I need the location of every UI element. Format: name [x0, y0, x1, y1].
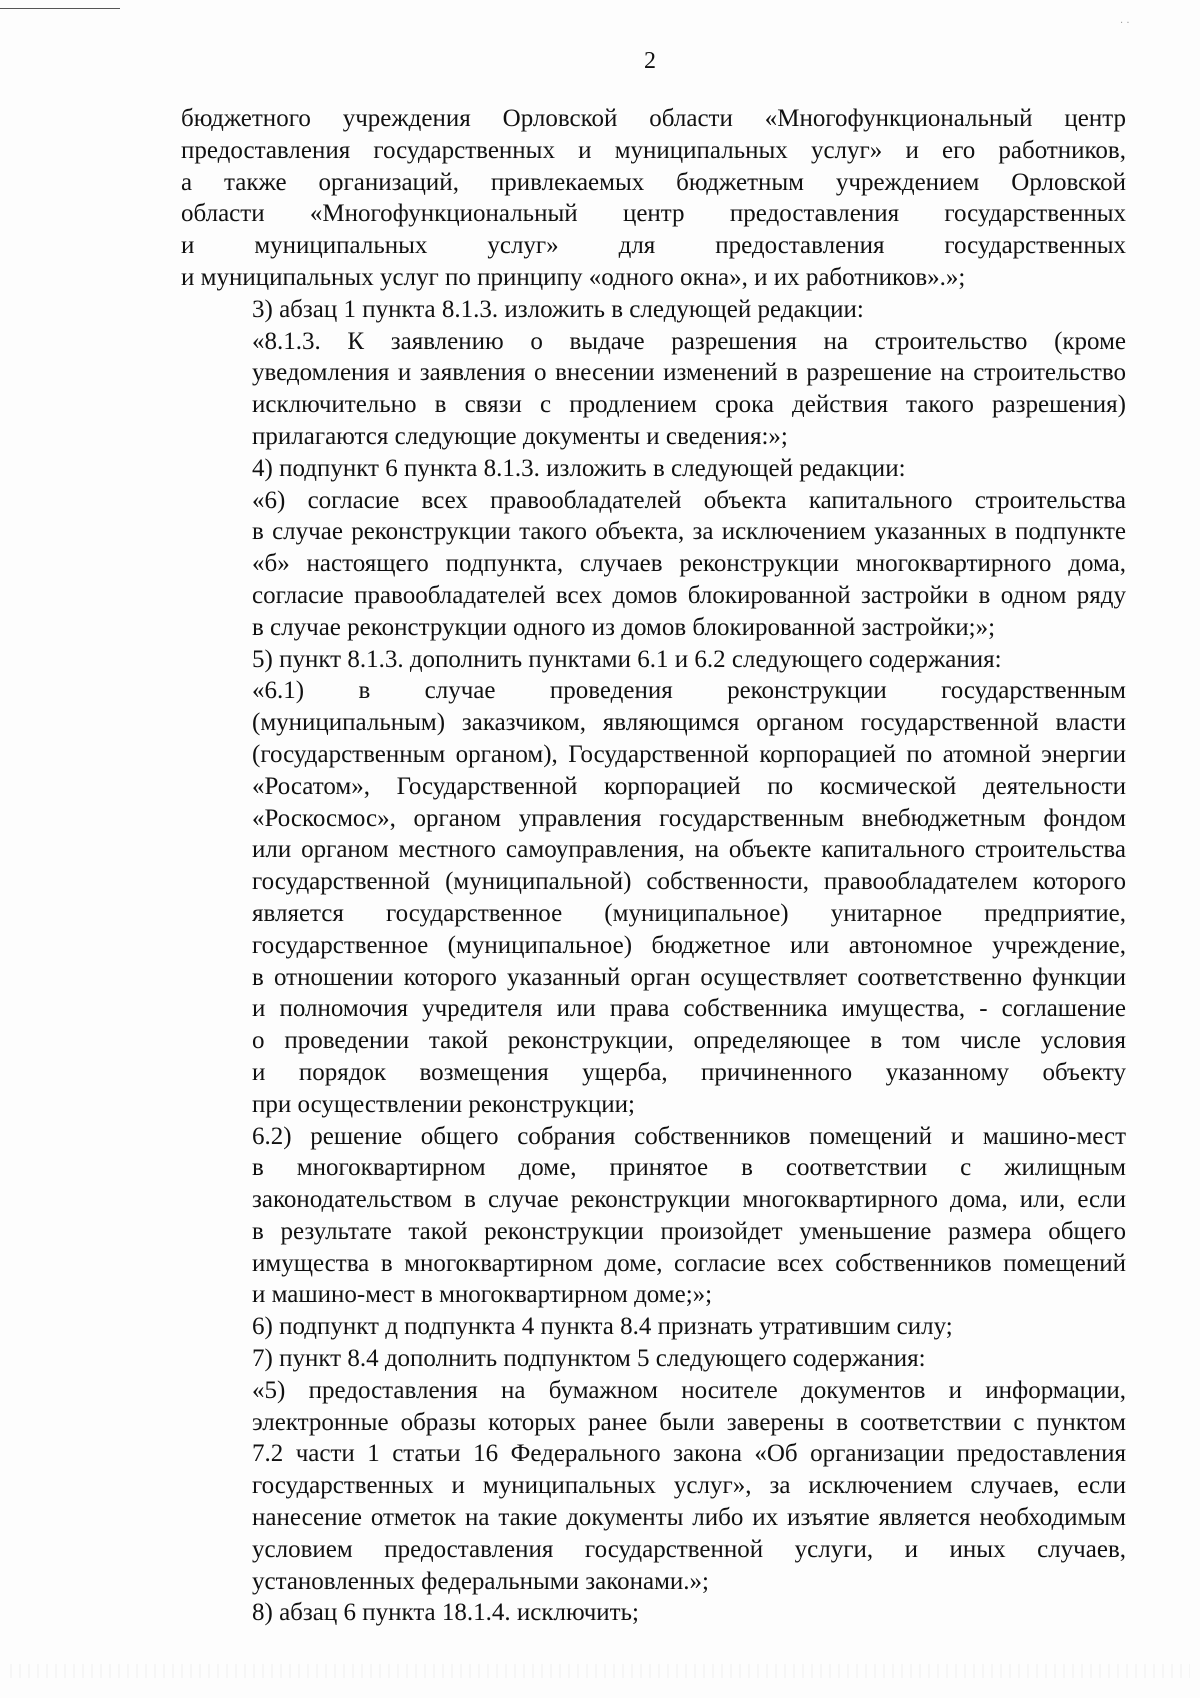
text-line: или органом местного самоуправления, на объекте капитального строительства [252, 836, 1126, 864]
text-line: в отношении которого указанный орган осуществляет соответственно функции [252, 963, 1126, 991]
text-line: 8) абзац 6 пункта 18.1.4. исключить; [252, 1599, 639, 1627]
text-line: является государственное (муниципальное) унитарное предприятие, [252, 899, 1126, 927]
text-line: в результате такой реконструкции произойдет уменьшение размера общего [252, 1217, 1126, 1245]
text-line: «6) согласие всех правообладателей объекта капитального строительства [252, 486, 1126, 514]
text-line: 7.2 части 1 статьи 16 Федерального закона «Об организации предоставления [252, 1440, 1126, 1468]
text-line: а также организаций, привлекаемых бюджетным учреждением Орловской [181, 168, 1126, 196]
text-line: «б» настоящего подпункта, случаев реконструкции многоквартирного дома, [252, 550, 1126, 578]
text-line: государственных и муниципальных услуг», за исключением случаев, если [252, 1472, 1126, 1500]
text-line: электронные образы которых ранее были заверены в соответствии с пунктом [252, 1408, 1126, 1436]
paragraph [181, 1597, 1126, 1629]
document-body [181, 103, 1126, 1629]
text-line: прилагаются следующие документы и сведения:»; [252, 422, 788, 450]
text-line: установленных федеральными законами.»; [252, 1567, 709, 1595]
text-line: и порядок возмещения ущерба, причиненного указанному объекту [252, 1058, 1126, 1086]
text-line: (государственным органом), Государственной корпорацией по атомной энергии [252, 740, 1126, 768]
text-line: имущества в многоквартирном доме, согласие всех собственников помещений [252, 1249, 1126, 1277]
text-line: в многоквартирном доме, принятое в соответствии с жилищным [252, 1154, 1126, 1182]
text-line: 4) подпункт 6 пункта 8.1.3. изложить в следующей редакции: [252, 454, 906, 482]
paragraph [181, 644, 1126, 676]
paragraph [181, 1343, 1126, 1375]
paragraph [181, 326, 1126, 453]
text-line: в случае реконструкции одного из домов блокированной застройки;»; [252, 613, 996, 641]
paragraph [181, 675, 1126, 1120]
text-line: области «Многофункциональный центр предоставления государственных [181, 200, 1126, 228]
text-line: о проведении такой реконструкции, определяющее в том числе условия [252, 1027, 1126, 1055]
text-line: 6) подпункт д подпункта 4 пункта 8.4 признать утратившим силу; [252, 1313, 953, 1341]
text-line: 7) пункт 8.4 дополнить подпунктом 5 следующего содержания: [252, 1345, 926, 1373]
text-line: «8.1.3. К заявлению о выдаче разрешения на строительство (кроме [252, 327, 1126, 355]
text-line: исключительно в связи с продлением срока действия такого разрешения) [252, 391, 1126, 419]
paragraph [181, 1121, 1126, 1312]
paragraph [181, 294, 1126, 326]
text-line: бюджетного учреждения Орловской области «Многофункциональный центр [181, 105, 1126, 132]
text-line: 3) абзац 1 пункта 8.1.3. изложить в следующей редакции: [252, 295, 864, 323]
text-line: государственной (муниципальной) собственности, правообладателем которого [252, 868, 1126, 896]
paragraph [181, 1375, 1126, 1598]
text-line: согласие правообладателей всех домов блокированной застройки в одном ряду [252, 581, 1126, 609]
paragraph [181, 1311, 1126, 1343]
paragraph [181, 453, 1126, 485]
scan-artifact-bottom [10, 1664, 1190, 1678]
text-line: законодательством в случае реконструкции многоквартирного дома, или, если [252, 1186, 1126, 1214]
text-line: и муниципальных услуг» для предоставления государственных [181, 232, 1126, 260]
text-line: 5) пункт 8.1.3. дополнить пунктами 6.1 и 6.2 следующего содержания: [252, 645, 1002, 673]
text-line: 6.2) решение общего собрания собственников помещений и машино-мест [252, 1122, 1126, 1150]
text-line: уведомления и заявления о внесении изменений в разрешение на строительство [252, 359, 1126, 387]
page-number: 2 [644, 48, 656, 74]
text-line: «5) предоставления на бумажном носителе документов и информации, [252, 1376, 1126, 1404]
text-line: «6.1) в случае проведения реконструкции государственным [252, 677, 1126, 705]
text-line: «Роскосмос», органом управления государственным внебюджетным фондом [252, 804, 1126, 832]
text-line: государственное (муниципальное) бюджетное или автономное учреждение, [252, 931, 1126, 959]
text-line: нанесение отметок на такие документы либо их изъятие является необходимым [252, 1504, 1126, 1532]
text-line: (муниципальным) заказчиком, являющимся органом государственной власти [252, 709, 1126, 737]
text-line: в случае реконструкции такого объекта, за исключением указанных в подпункте [252, 518, 1126, 546]
text-line: условием предоставления государственной услуги, и иных случаев, [252, 1535, 1126, 1563]
scan-artifact: · · [1120, 18, 1130, 29]
paragraph [181, 485, 1126, 644]
text-line: при осуществлении реконструкции; [252, 1090, 635, 1118]
text-line: и машино-мест в многоквартирном доме;»; [252, 1281, 713, 1309]
paragraph [181, 103, 1126, 294]
scan-edge-line [0, 8, 120, 9]
text-line: и муниципальных услуг по принципу «одного окна», и их работников».»; [181, 263, 966, 291]
text-line: предоставления государственных и муниципальных услуг» и его работников, [181, 136, 1126, 164]
text-line: «Росатом», Государственной корпорацией по космической деятельности [252, 772, 1126, 800]
text-line: и полномочия учредителя или права собственника имущества, - соглашение [252, 995, 1126, 1023]
